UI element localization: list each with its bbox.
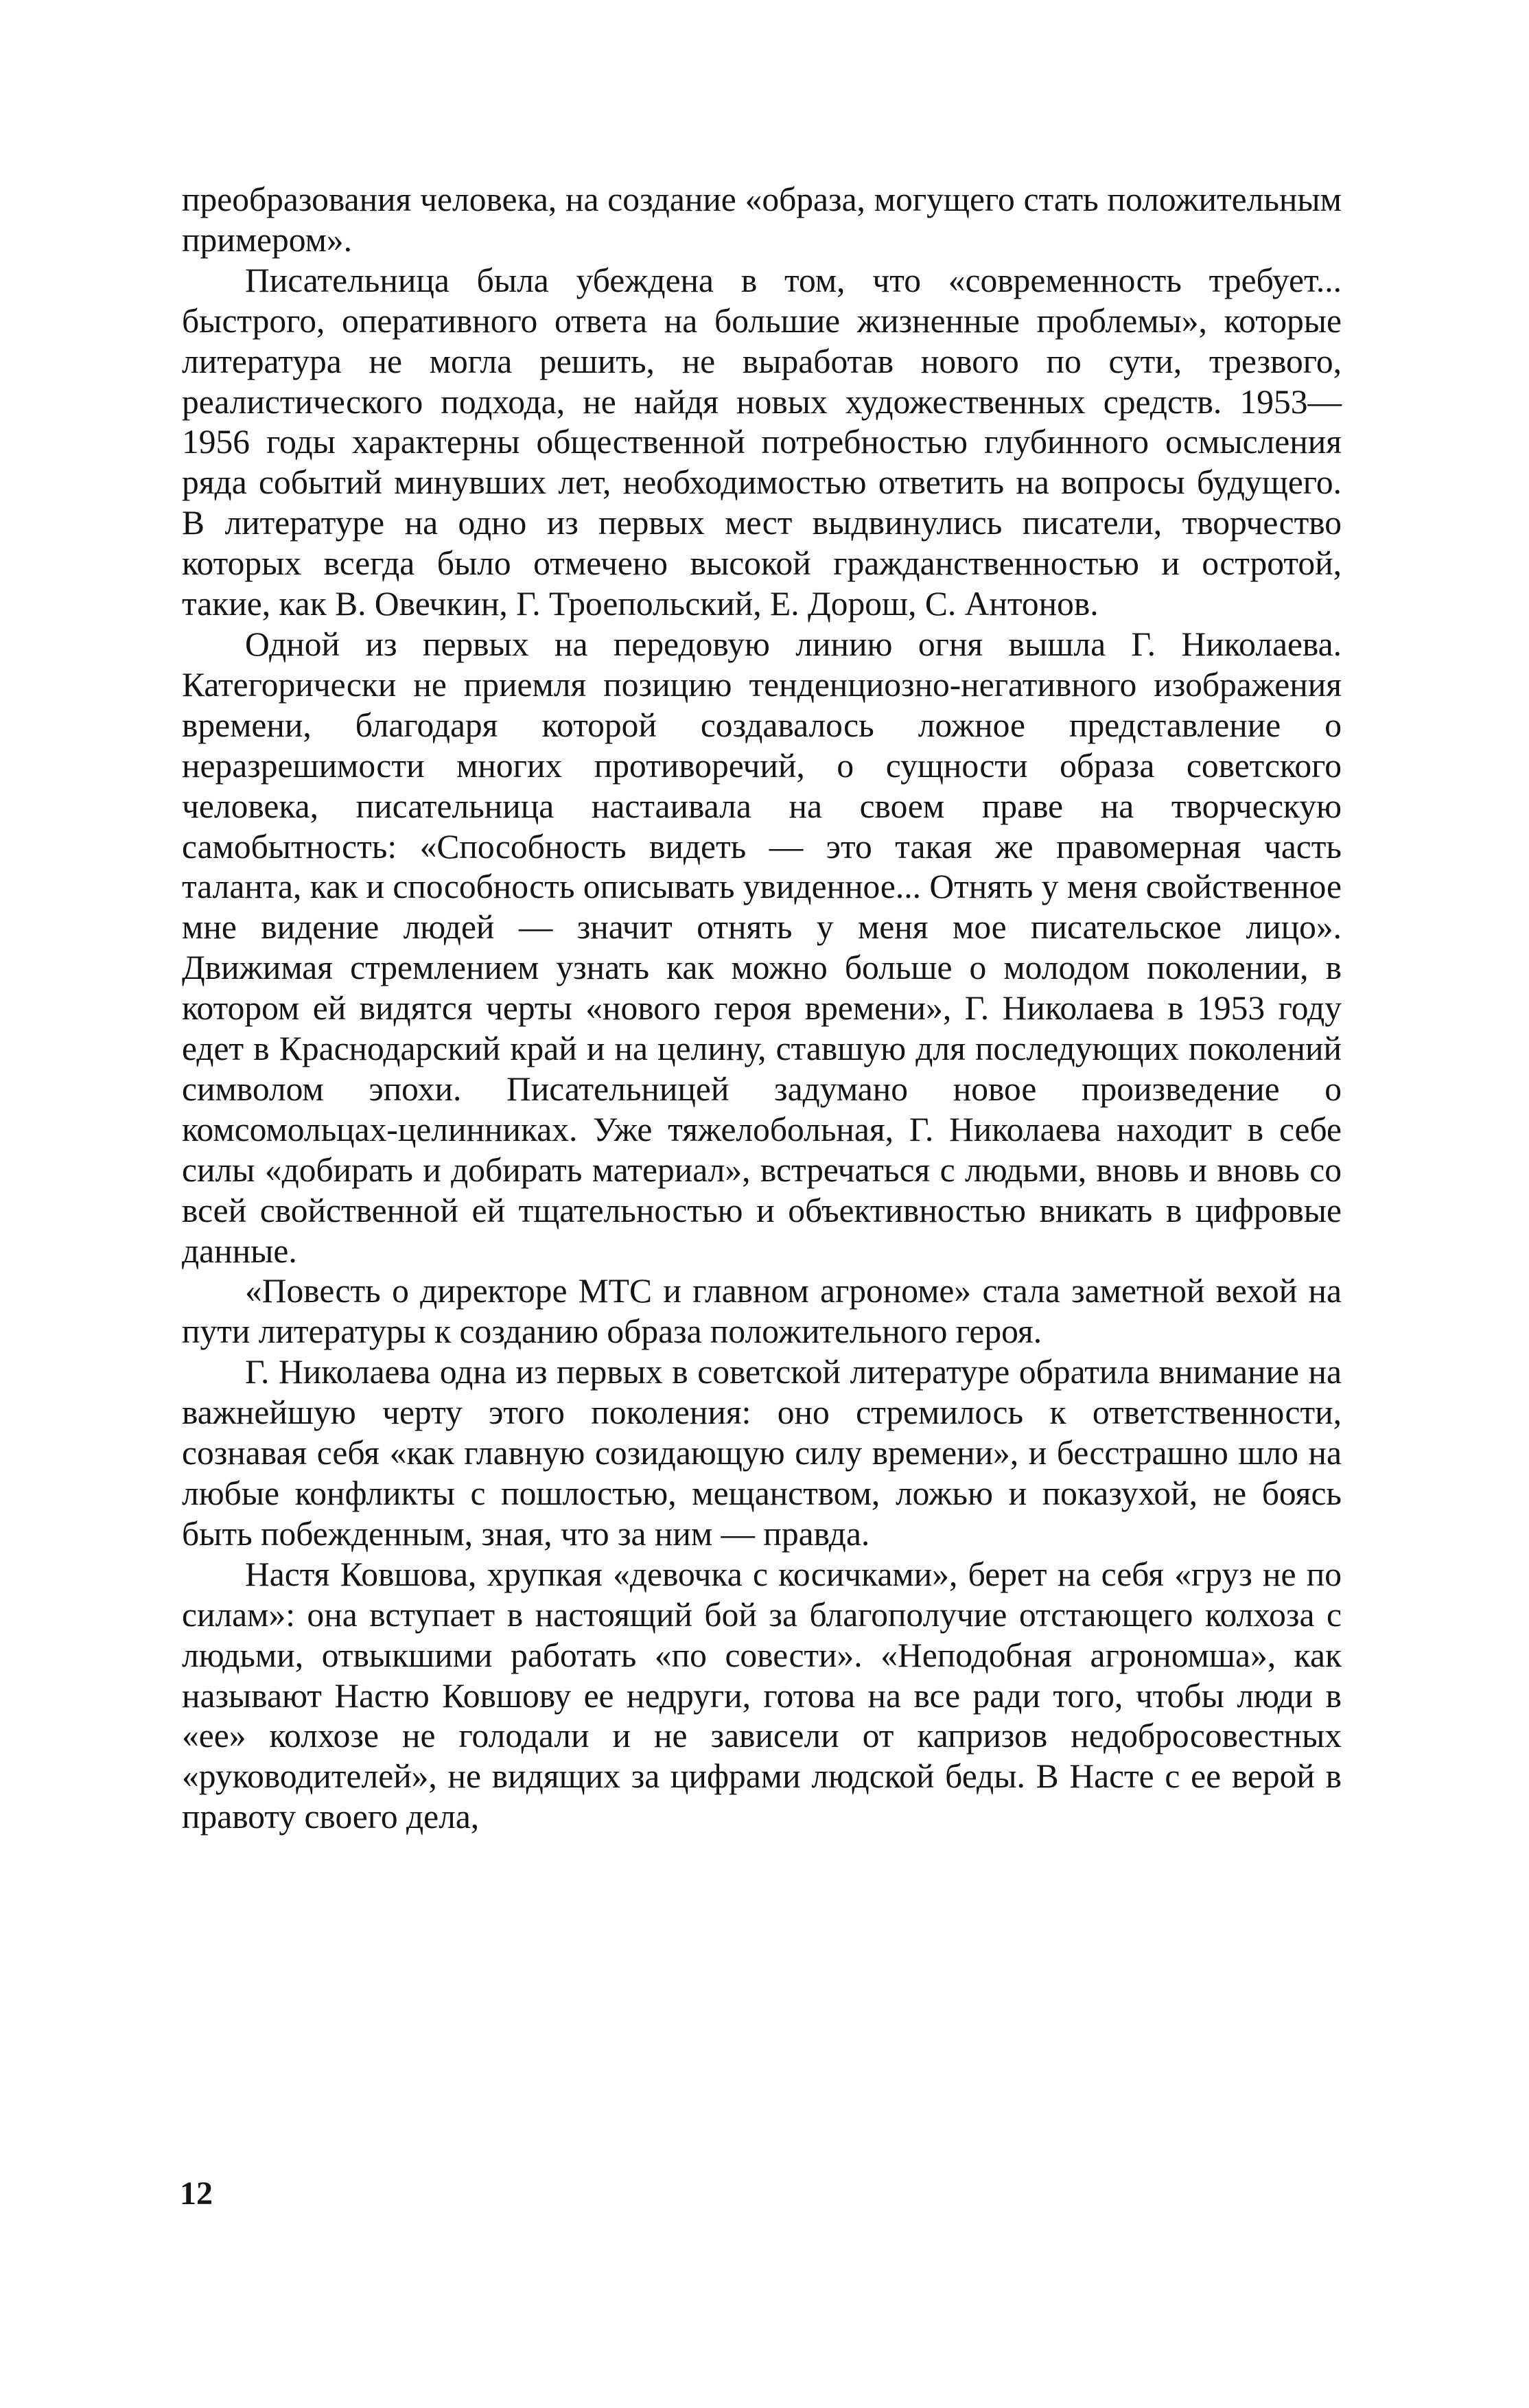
- paragraph-1: преобразования человека, на создание «образа, могущего стать положительным примером».: [182, 181, 1342, 259]
- paragraph-5: Г. Николаева одна из первых в советской литературе обратила внимание на важнейшую черту этого поколения: оно стремилось к ответственности, сознавая себя «как главную созидающую силу времени», и бесстрашно шло на любые конфликты с пошлостью, мещанством, ложью и показухой, не боясь быть побежденным, зная, что за ним — правда.: [182, 1353, 1342, 1553]
- paragraph-6: Настя Ковшова, хрупкая «девочка с косичками», берет на себя «груз не по силам»: она вступает в настоящий бой за благополучие отстающего колхоза с людьми, отвыкшими работать «по совести». «Неподобная агрономша», как называют Настю Ковшову ее недруги, готова на все ради того, чтобы люди в «ее» колхозе не голодали и не зависели от капризов недобросовестных «руководителей», не видящих за цифрами людской беды. В Насте с ее верой в правоту своего дела,: [182, 1555, 1342, 1836]
- paragraph-3: Одной из первых на передовую линию огня вышла Г. Николаева. Категорически не приемля позицию тенденциозно-негативного изображения времени, благодаря которой создавалось ложное представление о неразрешимости многих противоречий, о сущности образа советского человека, писательница настаивала на своем праве на творческую самобытность: «Способность видеть — это такая же правомерная часть таланта, как и способность описывать увиденное... Отнять у меня свойственное мне видение людей — значит отнять у меня мое писательское лицо». Движимая стремлением узнать как можно больше о молодом поколении, в котором ей видятся черты «нового героя времени», Г. Николаева в 1953 году едет в Краснодарский край и на целину, ставшую для последующих поколений символом эпохи. Писательницей задумано новое произведение о комсомольцах-целинниках. Уже тяжелобольная, Г. Николаева находит в себе силы «добирать и добирать материал», встречаться с людьми, вновь и вновь со всей свойственной ей тщательностью и объективностью вникать в цифровые данные.: [182, 625, 1342, 1270]
- page-number: 12: [180, 2175, 213, 2212]
- body-text: [182, 180, 1342, 1838]
- paragraph-4: «Повесть о директоре МТС и главном агрономе» стала заметной вехой на пути литературы к созданию образа положительного героя.: [182, 1272, 1342, 1351]
- paragraph-2: Писательница была убеждена в том, что «современность требует... быстрого, оперативного ответа на большие жизненные проблемы», которые литература не могла решить, не выработав нового по сути, трезвого, реалистического подхода, не найдя новых художественных средств. 1953—1956 годы характерны общественной потребностью глубинного осмысления ряда событий минувших лет, необходимостью ответить на вопросы будущего. В литературе на одно из первых мест выдвинулись писатели, творчество которых всегда было отмечено высокой гражданственностью и остротой, такие, как В. Овечкин, Г. Троепольский, Е. Дорош, С. Антонов.: [182, 261, 1342, 623]
